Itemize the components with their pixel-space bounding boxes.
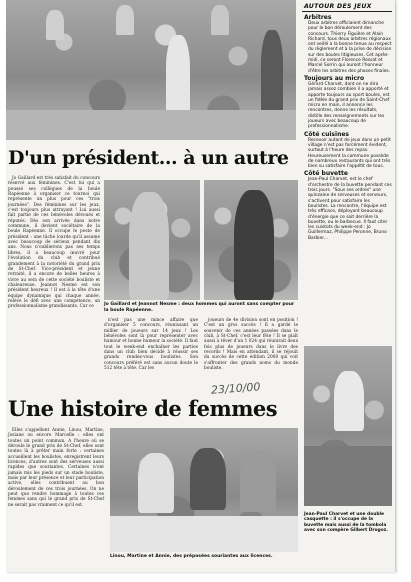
sidebar-section-title: Côté buvette [304,170,348,178]
sidebar-section-arbitres [304,14,392,74]
sidebar-section-text: Jean-Paul Charvet, est le chef d'orchestre de la buvette pendant ces trois jours. "Sous ses ordres" une quinzaine de serveuses et serveurs, s'activent pour satisfaire les boulistes. La rencontre, l'équipe est très efficace, déployant beaucoup d'énergie que ce soit derrière la buvette, ou le barbecue. Il faut citer les cuistots du week-end : Jo Guillermaz, Philippe Peronne, Bruno Barbier... [308,177,392,241]
newspaper-clipping [6,0,396,572]
article1-column-3 [204,318,298,371]
sidebar-section-title: Toujours au micro [304,74,365,82]
article2-headline: Une histoire de femmes [8,396,278,421]
sidebar-section-text: Deux arbitres officiaient dimanche pour le bon déroulement des concours. Thierry Figuière et Alain Richard, tous deux arbitres régionaux ont veillé à la bonne tenue au respect du règlement et à la prise de décision sur des boules litigieuses. Cet après-midi, ce seront Florence Rossat et Marcel Sorrin qui auront l'honneur d'être les arbitres des phases finales. [308,21,392,74]
article1-column-2-text: n'est pas une mince affaire que d'organiser 5 concours, réunissant un millier de joueurs sur 14 jeux ! Les bénévoles sont là pour représenter avec humour et bonne humeur la société. Il faut tout le week-end enchaîner les parties dans un club bien décidé à réussir ses grands rendez-vous boulistes. Son concours préféré est sans aucun doute le 512 tête à tête. Car les [104,318,198,372]
buvette-photo-caption: Jean-Paul Charvet et une double casquette : il s'occupe de la buvette mais aussi de la tombola avec son compère Gilbert Drogoz. [304,512,388,533]
buvette-photo [304,346,392,506]
boules-players-photo [6,0,296,140]
president-photo-caption: Jo Gaillard et Jeannot Nesme : deux hommes qui auront sans compter pour la boule Rapéenne. [104,302,295,313]
president-photo-left [104,180,200,300]
sidebar-section-text: Recevoir autant de jeux dans un petit village n'est pas forcément évident, surtout à l'heure des repas. Heureusement la commune possède de nombreux restaurants qui ont très bien su satisfaire l'appétit de tous. [308,137,391,170]
article1-column-3-text: joueurs de 4e division sont en position ! C'est un gros succès ! Il a gardé le souvenir de ces années passées dans le club, à St-Chef, c'est leur fête ! Il se plaît aussi à rêver d'un 1 024 qui réunirait deux fois plus de joueurs dans le livre des records ! Mais en attendant, il se réjouit du succès de cette édition 2000 qui voit s'affronter des grands noms du monde bouliste. [204,318,298,372]
sidebar-heading: AUTOUR DES JEUX [304,3,372,10]
president-photo-right [204,180,298,300]
sidebar-section-micro [304,75,392,130]
women-photo-caption: Linou, Martine et Annie, des préposées souriantes aux licences. [110,554,273,559]
article1-column-2 [104,318,198,371]
sidebar-section-text: Gérard Charvet, dont on ne dira jamais assez combien il a apporté et apporte toujours au sport boules, est un fidèle du grand prix de Saint-Chef micro en main, il annonce les rencontres, donne les résultats, distille des renseignements sur les joueurs avec beaucoup de professionnalisme. [308,81,390,130]
sidebar-rule [302,11,392,12]
article1-column-1 [8,176,100,310]
sidebar-section-title: Côté cuisines [304,130,349,138]
article1-column-1-text: Jo Gaillard est très satisfait du concours réservé aux féminines. C'est lui qui a poussé ses collègues de la boule Rapéenne à organiser ce tournoi qui représente un plus pour ces "trois journées". Des féminines sur les jeux, c'est toujours plus attrayant ! Lui aussi fait partie de ces bénévoles dévoués et réputés. Dès son arrivée dans notre commune, il devient sociétaire de la boule Rapéenne. Il occupe le poste de président : une tâche lourde qu'il assume avec beaucoup de sérieux pendant dix ans. Nous n'oublierons pas ses temps libres, il a beaucoup œuvré pour l'évolution du club et contribué grandement à la notoriété du grand prix de St-Chef. Vice-président et jeune retraité, il a encore de belles heures à vivre au sein de cette société bouliste et chaleureuse. Jeannot Nesme est son président heureux ! Il est à la tête d'une équipe dynamique qui chaque année, relève le défi avec une compétence, un professionnalisme grandissants. Car ce [8,176,100,310]
sidebar-section-title: Arbitres [304,14,332,21]
sidebar-sections [304,14,392,241]
sidebar-section-buvette [304,170,392,241]
sidebar-section-cuisines [304,131,392,170]
article1-headline: D'un président... à un autre [8,147,289,169]
article2-column-1 [8,428,104,508]
handwritten-date: 23/10/00 [210,380,261,397]
women-photo [110,428,298,552]
article2-column-1-text: Elles s'appellent Annie, Linou, Martine, Josiane ou encore Marcelle : elles ont toutes un point commun. A l'heure où se déroule le grand prix de St-Chef, elles sont toutes là à prêter main forte : certaines accueillent les boulistes, enregistrent leurs licences, d'autres sont des serveuses aussi rapides que souriantes. Certaines n'ont jamais mis les pieds sur un stade bouliste, mais par leur présence et leur participation active, elles contribuent au bon déroulement de ces trois journées. On ne peut que rendre hommage à toutes ces femmes sans qui le grand prix de St-Chef ne serait pas vraiment ce qu'il est. [8,428,104,508]
